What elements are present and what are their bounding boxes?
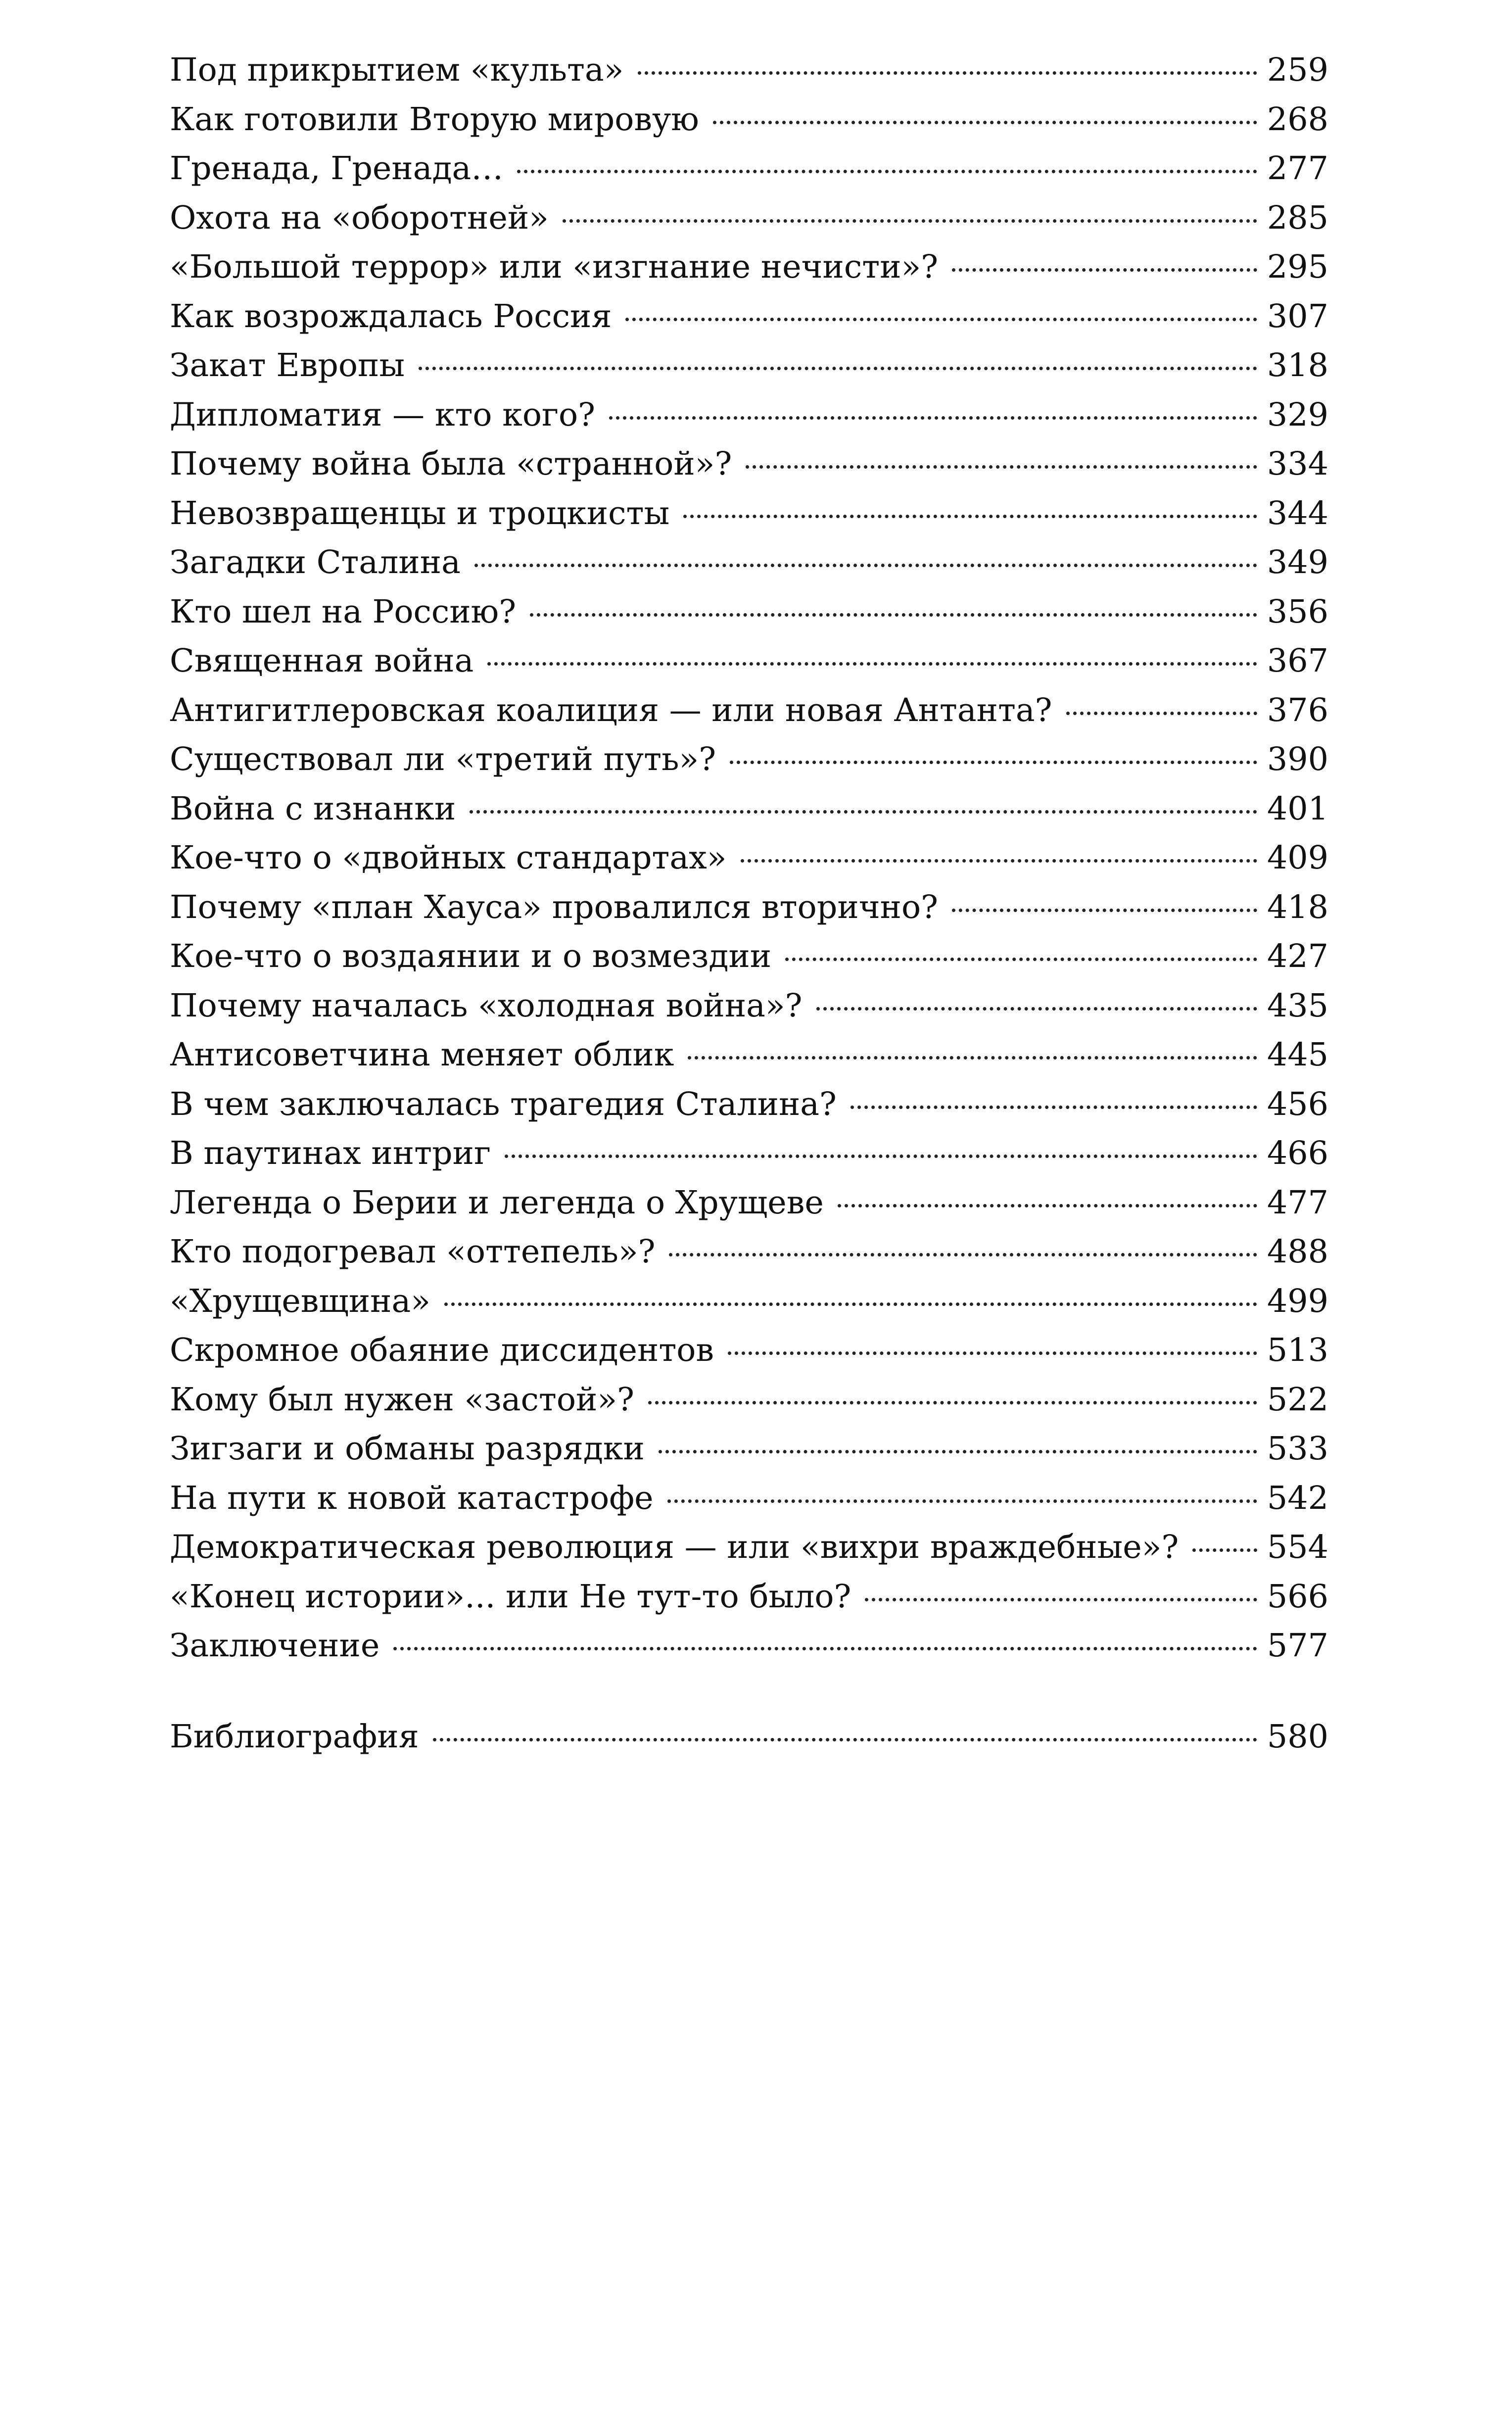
toc-entry-page: 513 (1267, 1332, 1328, 1369)
dot-leader (667, 1499, 1257, 1503)
toc-entry-title: Загадки Сталина (170, 544, 461, 581)
toc-entry-page: 277 (1267, 150, 1328, 187)
toc-entry-title: Дипломатия — кто кого? (170, 396, 596, 434)
toc-entry-title: Библиография (170, 1718, 419, 1755)
toc-entry-title: Почему началась «холодная война»? (170, 987, 803, 1024)
toc-entry-page: 356 (1267, 593, 1328, 630)
toc-entry-title: Как готовили Вторую мировую (170, 100, 699, 138)
toc-entry-page: 533 (1267, 1430, 1328, 1467)
toc-entry-title: В паутинах интриг (170, 1135, 491, 1172)
dot-leader (659, 1450, 1257, 1453)
toc-entry[interactable] (170, 341, 1328, 390)
toc-entry[interactable] (170, 1178, 1328, 1228)
toc-entry-page: 334 (1267, 445, 1328, 482)
toc-entry-title: Антигитлеровская коалиция — или новая Антанта? (170, 691, 1052, 729)
toc-entry-page: 307 (1267, 297, 1328, 335)
toc-entry[interactable] (170, 686, 1328, 735)
dot-leader (444, 1302, 1257, 1306)
toc-entry[interactable] (170, 833, 1328, 883)
toc-entry-title: Существовал ли «третий путь»? (170, 741, 716, 778)
toc-entry-page: 295 (1267, 248, 1328, 286)
toc-entry-title: Гренада, Гренада… (170, 150, 504, 187)
toc-entry[interactable] (170, 1277, 1328, 1326)
toc-entry[interactable] (170, 46, 1328, 95)
toc-entry-title: Кому был нужен «застой»? (170, 1381, 634, 1418)
toc-entry[interactable] (170, 1030, 1328, 1080)
toc-entry-page: 554 (1267, 1529, 1328, 1566)
toc-entry-page: 349 (1267, 544, 1328, 581)
toc-entry-title: Охота на «оборотней» (170, 199, 549, 237)
dot-leader (746, 465, 1257, 469)
toc-entry-title: «Хрущевщина» (170, 1282, 430, 1320)
toc-entry-title: Демократическая революция — или «вихри враждебные»? (170, 1529, 1179, 1566)
dot-leader (609, 416, 1257, 420)
toc-entry-page: 367 (1267, 642, 1328, 679)
dot-leader (393, 1647, 1257, 1650)
toc-entry[interactable] (170, 193, 1328, 243)
toc-entry[interactable] (170, 1572, 1328, 1622)
toc-entry-title: На пути к новой катастрофе (170, 1479, 654, 1517)
toc-entry-title: Кое-что о воздаянии и о возмездии (170, 938, 772, 975)
dot-leader (785, 958, 1257, 961)
toc-entry-page: 401 (1267, 790, 1328, 827)
toc-entry[interactable] (170, 1080, 1328, 1129)
dot-leader (952, 909, 1257, 912)
toc-entry-page: 409 (1267, 839, 1328, 876)
toc-entry-page: 329 (1267, 396, 1328, 434)
toc-entry[interactable] (170, 1129, 1328, 1178)
toc-entry-title: Почему война была «странной»? (170, 445, 732, 482)
dot-leader (419, 367, 1257, 370)
toc-entry-title: Кто подогревал «оттепель»? (170, 1233, 656, 1270)
toc-entry[interactable] (170, 1375, 1328, 1425)
dot-leader (952, 268, 1257, 272)
toc-entry[interactable] (170, 1523, 1328, 1572)
toc-entry-page: 344 (1267, 494, 1328, 532)
toc-entry-page: 268 (1267, 100, 1328, 138)
dot-leader (530, 613, 1257, 617)
toc-entry-title: Антисоветчина меняет облик (170, 1036, 674, 1073)
toc-entry-title: В чем заключалась трагедия Сталина? (170, 1085, 837, 1123)
dot-leader (517, 170, 1257, 173)
toc-entry[interactable] (170, 981, 1328, 1031)
table-of-contents (170, 46, 1328, 1671)
toc-entry-page: 477 (1267, 1184, 1328, 1221)
toc-entry[interactable] (170, 932, 1328, 981)
toc-entry[interactable] (170, 292, 1328, 341)
toc-entry-title: «Большой террор» или «изгнание нечисти»? (170, 248, 939, 286)
toc-entry-page: 418 (1267, 888, 1328, 926)
toc-entry-title: Невозвращенцы и троцкисты (170, 494, 670, 532)
dot-leader (683, 515, 1257, 518)
toc-entry-page: 390 (1267, 741, 1328, 778)
dot-leader (730, 761, 1257, 764)
toc-entry-title: Легенда о Берии и легенда о Хрущеве (170, 1184, 824, 1221)
toc-entry-page: 285 (1267, 199, 1328, 237)
toc-entry[interactable] (170, 538, 1328, 587)
dot-leader (669, 1253, 1257, 1256)
dot-leader (713, 121, 1257, 124)
dot-leader (474, 564, 1257, 567)
toc-entry[interactable] (170, 1227, 1328, 1277)
dot-leader (1192, 1548, 1257, 1552)
dot-leader (470, 810, 1257, 814)
toc-entry-title: Закат Европы (170, 347, 405, 384)
toc-entry[interactable] (170, 636, 1328, 686)
dot-leader (838, 1204, 1257, 1207)
dot-leader (433, 1738, 1257, 1741)
toc-entry[interactable] (170, 390, 1328, 440)
dot-leader (487, 662, 1257, 666)
toc-entry[interactable] (170, 1474, 1328, 1523)
toc-entry[interactable] (170, 242, 1328, 292)
toc-entry-bibliography[interactable] (170, 1712, 1328, 1762)
toc-entry-page: 566 (1267, 1578, 1328, 1615)
toc-entry-title: Как возрождалась Россия (170, 297, 612, 335)
toc-entry-title: Война с изнанки (170, 790, 456, 827)
toc-entry[interactable] (170, 1326, 1328, 1375)
toc-entry[interactable] (170, 587, 1328, 637)
dot-leader (1066, 712, 1257, 715)
toc-entry-title: Под прикрытием «культа» (170, 51, 624, 89)
toc-entry-page: 499 (1267, 1282, 1328, 1320)
dot-leader (865, 1598, 1257, 1601)
toc-entry-page: 427 (1267, 938, 1328, 975)
dot-leader (816, 1007, 1257, 1011)
toc-entry[interactable] (170, 489, 1328, 538)
dot-leader (688, 1056, 1257, 1060)
dot-leader (638, 71, 1257, 75)
toc-entry-page: 435 (1267, 987, 1328, 1024)
toc-entry-page: 488 (1267, 1233, 1328, 1270)
toc-entry[interactable] (170, 439, 1328, 489)
toc-entry-page: 466 (1267, 1135, 1328, 1172)
toc-entry-title: «Конец истории»... или Не тут-то было? (170, 1578, 851, 1615)
toc-entry[interactable] (170, 883, 1328, 932)
dot-leader (850, 1106, 1257, 1109)
toc-entry[interactable] (170, 784, 1328, 834)
dot-leader (741, 859, 1257, 863)
toc-entry-page: 445 (1267, 1036, 1328, 1073)
toc-entry-title: Кое-что о «двойных стандартах» (170, 839, 727, 876)
toc-entry-page: 542 (1267, 1479, 1328, 1517)
toc-entry-title: Зигзаги и обманы разрядки (170, 1430, 645, 1467)
toc-entry-title: Почему «план Хауса» провалился вторично? (170, 888, 938, 926)
dot-leader (648, 1401, 1257, 1404)
dot-leader (563, 219, 1257, 223)
toc-entry-page: 259 (1267, 51, 1328, 89)
toc-entry-title: Священная война (170, 642, 474, 679)
toc-entry-page: 522 (1267, 1381, 1328, 1418)
dot-leader (625, 318, 1257, 321)
toc-entry-page: 580 (1267, 1718, 1328, 1755)
toc-entry[interactable] (170, 95, 1328, 145)
toc-entry-title: Заключение (170, 1627, 380, 1664)
toc-entry[interactable] (170, 144, 1328, 193)
toc-entry-page: 456 (1267, 1085, 1328, 1123)
dot-leader (728, 1351, 1257, 1355)
toc-entry-page: 376 (1267, 691, 1328, 729)
toc-entry-page: 577 (1267, 1627, 1328, 1664)
toc-entry-title: Кто шел на Россию? (170, 593, 517, 630)
toc-entry[interactable] (170, 735, 1328, 784)
dot-leader (505, 1155, 1257, 1158)
toc-entry[interactable] (170, 1424, 1328, 1474)
toc-entry-page: 318 (1267, 347, 1328, 384)
toc-entry-title: Скромное обаяние диссидентов (170, 1332, 714, 1369)
toc-entry[interactable] (170, 1621, 1328, 1671)
